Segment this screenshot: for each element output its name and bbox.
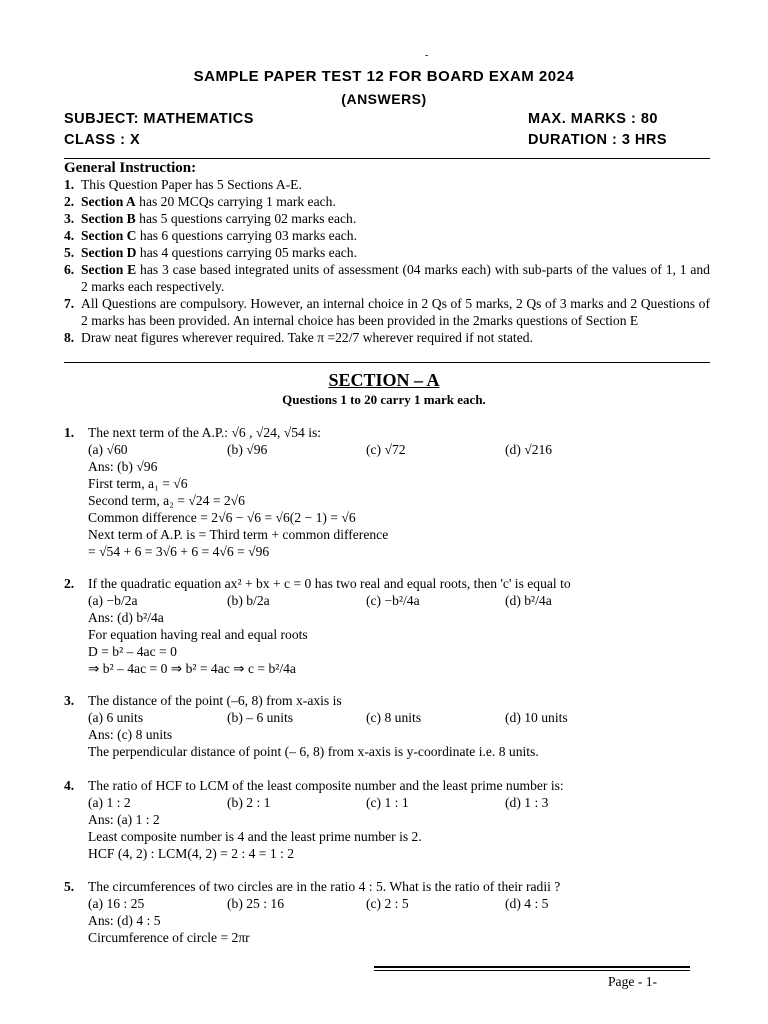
class-label: CLASS : X xyxy=(64,132,141,148)
option-a: (a) −b/2a xyxy=(88,593,138,608)
question-header xyxy=(64,777,724,794)
solution-line: Circumference of circle = 2πr xyxy=(88,930,250,945)
solution-line: ⇒ b² – 4ac = 0 ⇒ b² = 4ac ⇒ c = b²/4a xyxy=(88,661,296,676)
answer-line: Ans: (c) 8 units xyxy=(88,727,173,742)
instruction-number: 3. xyxy=(64,211,75,226)
instruction-text xyxy=(81,210,710,227)
question-body xyxy=(88,709,724,760)
solution-line: D = b² – 4ac = 0 xyxy=(88,644,177,659)
question-text: The distance of the point (–6, 8) from x-axis is xyxy=(88,693,342,708)
question-block xyxy=(64,692,724,760)
instruction-number: 5. xyxy=(64,245,75,260)
question-number: 4. xyxy=(64,778,75,793)
question-block xyxy=(64,878,724,946)
solution-line: Common difference = 2√6 − √6 = √6(2 − 1) = √6 xyxy=(88,510,356,525)
options-row xyxy=(88,895,724,912)
instruction-item xyxy=(64,193,710,210)
instruction-text: This Question Paper has 5 Sections A-E. xyxy=(81,177,302,192)
page-number: Page - 1- xyxy=(608,974,658,989)
instruction-section-name: Section B xyxy=(81,211,136,226)
option-d: (d) √216 xyxy=(505,442,553,457)
instruction-number: 4. xyxy=(64,228,75,243)
instruction-item xyxy=(64,176,710,193)
question-header xyxy=(64,878,724,895)
option-b: (b) – 6 units xyxy=(227,710,294,725)
option-c: (c) 8 units xyxy=(366,710,422,725)
instruction-item xyxy=(64,244,710,261)
option-d: (d) 4 : 5 xyxy=(505,896,549,911)
question-number: 2. xyxy=(64,576,75,591)
solution-line: HCF (4, 2) : LCM(4, 2) = 2 : 4 = 1 : 2 xyxy=(88,846,295,861)
option-b: (b) 2 : 1 xyxy=(227,795,271,810)
instruction-text xyxy=(81,244,710,261)
solution-line: = √54 + 6 = 3√6 + 6 = 4√6 = √96 xyxy=(88,544,270,559)
question-number: 1. xyxy=(64,425,75,440)
header-divider xyxy=(64,158,710,159)
instruction-item xyxy=(64,261,710,295)
solution-line: The perpendicular distance of point (– 6, 8) from x-axis is y-coordinate i.e. 8 units. xyxy=(88,744,539,759)
instruction-detail: has 5 questions carrying 02 marks each. xyxy=(135,211,357,226)
question-text: The ratio of HCF to LCM of the least composite number and the least prime number is: xyxy=(88,778,564,793)
options-row xyxy=(88,709,724,726)
top-mark: - xyxy=(425,50,429,61)
section-title xyxy=(0,370,768,391)
section-title-text: SECTION – A xyxy=(328,370,440,390)
max-marks-label: MAX. MARKS : 80 xyxy=(528,111,658,127)
instruction-detail: has 3 case based integrated units of assessment (04 marks each) with sub-parts of the values of 1, 1 and 2 marks each respectively. xyxy=(81,262,710,294)
answer-line: Ans: (d) b²/4a xyxy=(88,610,164,625)
question-text: If the quadratic equation ax² + bx + c = 0 has two real and equal roots, then 'c' is equal to xyxy=(88,576,571,591)
option-d: (d) 10 units xyxy=(505,710,568,725)
general-instructions-title: General Instruction: xyxy=(64,160,197,176)
general-instructions-list xyxy=(64,176,710,346)
instruction-text xyxy=(81,227,710,244)
question-body xyxy=(88,441,724,560)
option-a: (a) 6 units xyxy=(88,710,144,725)
instruction-number: 8. xyxy=(64,330,75,345)
paper-title: SAMPLE PAPER TEST 12 FOR BOARD EXAM 2024 xyxy=(193,68,575,85)
instruction-text xyxy=(81,261,710,295)
question-number: 5. xyxy=(64,879,75,894)
question-text: The next term of the A.P.: √6 , √24, √54 is: xyxy=(88,425,322,440)
section-subtitle: Questions 1 to 20 carry 1 mark each. xyxy=(282,392,486,407)
option-a: (a) √60 xyxy=(88,442,128,457)
instruction-item xyxy=(64,227,710,244)
answer-line: Ans: (d) 4 : 5 xyxy=(88,913,161,928)
instruction-text: All Questions are compulsory. However, an internal choice in 2 Qs of 5 marks, 2 Qs of 3 marks and 2 Questions of 2 marks has been provided. An internal choice has been provided in the 2marks questions of Section E xyxy=(81,296,710,328)
question-text: The circumferences of two circles are in the ratio 4 : 5. What is the ratio of their radii ? xyxy=(88,879,561,894)
question-header xyxy=(64,692,724,709)
option-a: (a) 1 : 2 xyxy=(88,795,131,810)
instruction-text: Draw neat figures wherever required. Take π =22/7 wherever required if not stated. xyxy=(81,330,533,345)
question-header xyxy=(64,575,724,592)
instruction-number: 6. xyxy=(64,262,75,277)
option-b: (b) b/2a xyxy=(227,593,270,608)
instruction-text xyxy=(81,193,710,210)
instruction-detail: has 20 MCQs carrying 1 mark each. xyxy=(135,194,336,209)
instruction-item xyxy=(64,295,710,329)
instruction-section-name: Section D xyxy=(81,245,137,260)
instruction-number: 7. xyxy=(64,296,75,311)
option-c: (c) 1 : 1 xyxy=(366,795,409,810)
instruction-number: 2. xyxy=(64,194,75,209)
instruction-item xyxy=(64,329,710,346)
question-block xyxy=(64,575,724,677)
option-a: (a) 16 : 25 xyxy=(88,896,145,911)
instruction-detail: has 4 questions carrying 05 marks each. xyxy=(136,245,357,260)
option-c: (c) −b²/4a xyxy=(366,593,420,608)
instruction-section-name: Section C xyxy=(81,228,137,243)
question-body xyxy=(88,895,724,946)
option-c: (c) √72 xyxy=(366,442,406,457)
option-c: (c) 2 : 5 xyxy=(366,896,409,911)
instruction-item xyxy=(64,210,710,227)
option-d: (d) b²/4a xyxy=(505,593,552,608)
paper-subtitle: (ANSWERS) xyxy=(341,91,427,107)
question-block xyxy=(64,777,724,862)
instructions-divider xyxy=(64,362,710,363)
answer-line: Ans: (a) 1 : 2 xyxy=(88,812,160,827)
option-b: (b) √96 xyxy=(227,442,268,457)
footer-divider-thin xyxy=(374,970,690,971)
duration-label: DURATION : 3 HRS xyxy=(528,132,668,148)
option-b: (b) 25 : 16 xyxy=(227,896,285,911)
solution-line: For equation having real and equal roots xyxy=(88,627,308,642)
options-row xyxy=(88,794,724,811)
question-body xyxy=(88,794,724,862)
answer-line: Ans: (b) √96 xyxy=(88,459,158,474)
footer-divider xyxy=(374,966,690,968)
instruction-number: 1. xyxy=(64,177,75,192)
option-d: (d) 1 : 3 xyxy=(505,795,549,810)
question-number: 3. xyxy=(64,693,75,708)
question-header xyxy=(64,424,724,441)
instruction-detail: has 6 questions carrying 03 marks each. xyxy=(136,228,357,243)
solution-line: Next term of A.P. is = Third term + common difference xyxy=(88,527,389,542)
subject-label: SUBJECT: MATHEMATICS xyxy=(64,111,254,127)
options-row xyxy=(88,441,724,458)
question-body xyxy=(88,592,724,677)
instruction-section-name: Section E xyxy=(81,262,137,277)
solution-line: Least composite number is 4 and the least prime number is 2. xyxy=(88,829,422,844)
solution-line: First term, a₁ = √6 xyxy=(88,476,188,491)
solution-line: Second term, a₂ = √24 = 2√6 xyxy=(88,493,245,508)
instruction-section-name: Section A xyxy=(81,194,136,209)
options-row xyxy=(88,592,724,609)
question-block xyxy=(64,424,724,560)
